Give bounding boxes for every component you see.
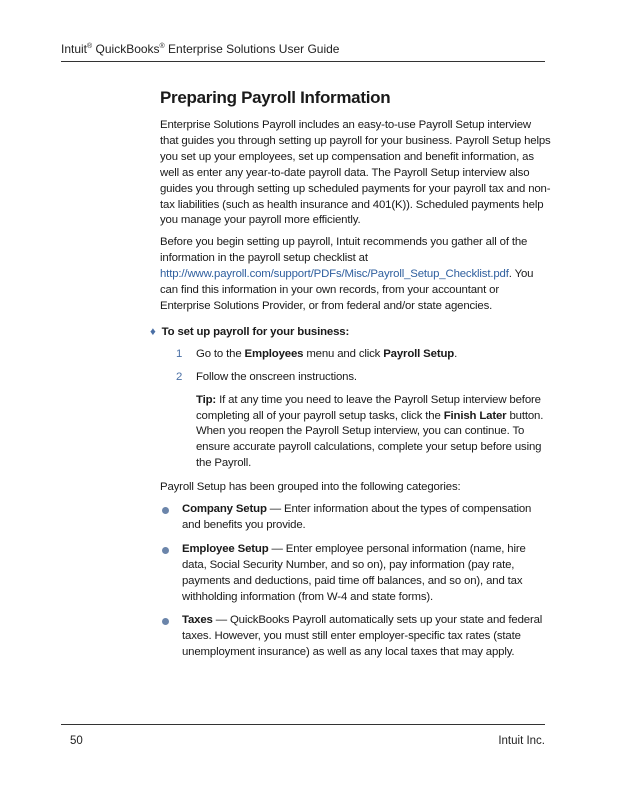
bullet-text: — QuickBooks Payroll automatically sets up your state and federal taxes. However, you must still enter employer-specific tax rates (state unemployment insurance) as well as any local taxes that may apply. [182,614,543,659]
checklist-text-after: . You can find this information in your own records, from your accountant or Enterprise Solutions Provider, or from federal and/or state agencies. [160,268,534,312]
task-heading [150,325,552,341]
header-rule [61,61,545,62]
bullet-employee-setup [160,542,552,606]
bullet-dot-icon [162,547,169,554]
running-header [61,42,339,56]
footer-company: Intuit Inc. [498,735,545,747]
diamond-icon: ♦ [150,325,156,338]
header-quickbooks: QuickBooks [92,42,160,56]
step-2 [160,370,552,386]
step-text: Follow the onscreen instructions. [196,370,357,383]
section-heading: Preparing Payroll Information [160,88,391,107]
bullet-text: — Enter employee personal information (name, hire data, Social Security Number, and so on), pay information (pay rate, payments and deductions, paid time off balances, and so on), and tax withholding information (from W-4 and state forms). [182,542,526,603]
bullet-taxes [160,613,552,661]
bullet-dot-icon [162,618,169,625]
bullet-term: Company Setup [182,503,267,516]
step-text: Go to the [196,347,245,360]
categories-intro: Payroll Setup has been grouped into the following categories: [160,481,461,494]
bullet-term: Employee Setup [182,542,269,555]
menu-employees: Employees [244,347,304,360]
bullet-term: Taxes [182,614,213,627]
header-title: Enterprise Solutions User Guide [164,42,340,56]
bullet-company-setup [160,502,552,534]
header-reg-mark: ® [87,43,93,50]
finish-later-button-ref: Finish Later [443,409,507,422]
page-content [150,88,552,669]
tip-text: If at any time you need to leave the Payroll Setup interview before completing all of your payroll setup tasks, click the [196,393,541,422]
step-text: . [454,347,458,360]
footer-rule [61,724,545,725]
bullet-text: — Enter information about the types of compensation and benefits you provide. [182,503,532,531]
intro-paragraph: Enterprise Solutions Payroll includes an easy-to-use Payroll Setup interview that guides you through setting up payroll for your business. Payroll Setup helps you set up your employees, set up compensation and benefit information, as well as enter any year-to-date payroll data. The Payroll Setup interview also guides you through setting up scheduled payments for your payroll tax and non-tax liabilities (such as health insurance and 401(K)). Scheduled payments help you manage your payroll more efficiently. [160,119,551,227]
checklist-text-before: Before you begin setting up payroll, Intuit recommends you gather all of the information in the payroll setup checklist at [160,236,528,265]
tip-label: Tip: [196,393,217,406]
bullet-dot-icon [162,507,169,514]
step-text: menu and click [303,347,384,360]
tip-text: button. When you reopen the Payroll Setup interview, you can continue. To ensure accurate payroll calculations, complete your setup before using the Payroll. [196,409,544,470]
header-intuit: Intuit [61,42,88,56]
step-number: 2 [176,370,183,383]
tip-note [160,393,552,473]
menu-payroll-setup: Payroll Setup [383,347,455,360]
checklist-url[interactable]: http://www.payroll.com/support/PDFs/Misc/Payroll_Setup_Checklist.pdf [160,268,509,281]
step-1 [160,347,552,363]
checklist-paragraph [160,235,552,315]
header-reg-mark-2: ® [159,43,165,50]
task-label: To set up payroll for your business: [161,325,350,338]
page-number: 50 [70,735,83,747]
step-number: 1 [176,347,183,360]
